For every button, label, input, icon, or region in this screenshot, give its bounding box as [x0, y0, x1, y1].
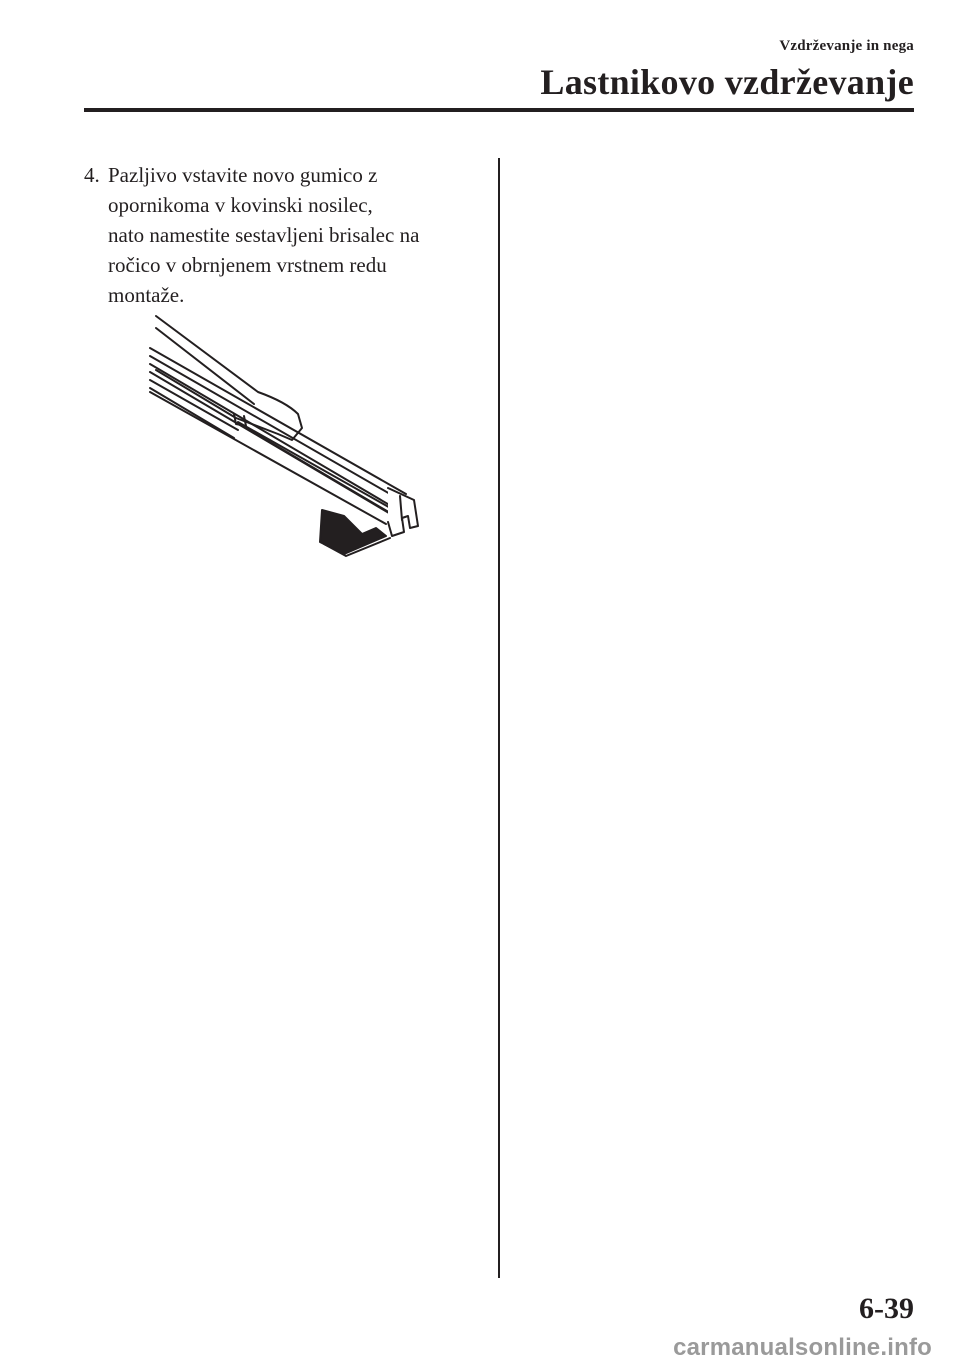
- page-number: 6-39: [859, 1292, 914, 1325]
- section-label: Vzdrževanje in nega: [779, 38, 914, 54]
- column-divider: [498, 158, 500, 1278]
- step-number: 4.: [84, 163, 100, 187]
- header-rule: [84, 108, 914, 112]
- step-text: Pazljivo vstavite novo gumico z opornikoma v kovinski nosilec, nato namestite sestavljeni brisalec na ročico v obrnjenem vrstnem redu montaže.: [108, 163, 420, 307]
- page-title: Lastnikovo vzdrževanje: [540, 62, 914, 102]
- wiper-illustration: [146, 310, 426, 560]
- insert-arrow: [320, 510, 390, 556]
- instruction-step: [84, 160, 484, 310]
- watermark: carmanualsonline.info: [673, 1334, 932, 1361]
